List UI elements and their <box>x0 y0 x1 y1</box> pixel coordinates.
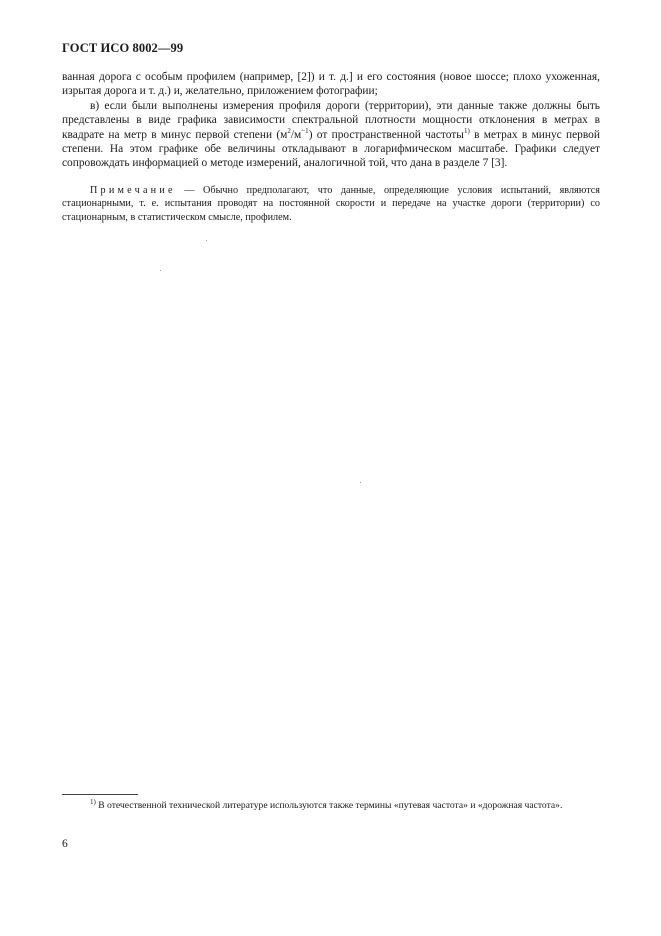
footnote-marker: 1) <box>90 797 96 806</box>
paragraph-text: в метрах в минус первой степени. На этом графике обе величины откладывают в логарифмическом масштабе. Графики следует сопровождать информацией о методе измерений, аналогичной той, что дана в разделе 7 [3]. <box>62 128 600 170</box>
paragraph-continuation: ванная дорога с особым профилем (например, [2]) и т. д.] и его состояния (новое шоссе; плохо ухоженная, изрытая дорога и т. д.) и, желательно, приложением фотографии; <box>62 71 600 98</box>
main-body <box>62 70 600 171</box>
footnote-divider <box>62 794 138 795</box>
footnote <box>62 799 600 812</box>
footnote-paragraph <box>62 799 600 812</box>
paragraph-item-v <box>62 99 600 171</box>
note-label: Примечание <box>90 185 176 196</box>
superscript-exponent: −1 <box>301 126 309 135</box>
footnote-reference: 1) <box>463 126 470 135</box>
scan-speck <box>160 270 161 271</box>
paragraph-text: /м <box>290 128 302 141</box>
note-block <box>62 184 600 224</box>
footnote-text: В отечественной технической литературе используются также термины «путевая частота» и «дорожная частота». <box>95 800 563 811</box>
note-text: — Обычно предполагают, что данные, определяющие условия испытаний, являются стационарными, т. е. испытания проводят на постоянной скорости и передаче на участке дороги (территории) со стационарным, в статистическом смысле, профилем. <box>62 185 600 223</box>
paragraph-text: в) если были выполнены измерения профиля дороги (территории), эти данные также должны быть представлены в виде графика зависимости спектральной плотности мощности отклонения в метрах в квадрате на метр в минус первой степени (м <box>62 99 600 141</box>
superscript-exponent: 2 <box>287 126 291 135</box>
scan-speck <box>206 240 207 241</box>
scan-speck <box>360 482 361 483</box>
document-header: ГОСТ ИСО 8002—99 <box>62 41 184 55</box>
page-number: 6 <box>62 838 68 850</box>
paragraph-text: ) от пространственной частоты <box>308 128 464 141</box>
note-paragraph <box>62 184 600 224</box>
